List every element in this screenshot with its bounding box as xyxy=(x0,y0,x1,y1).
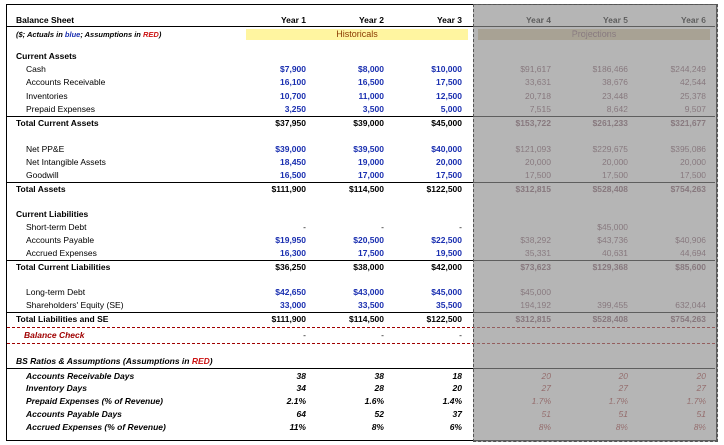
section-label: Current Liabilities xyxy=(16,209,89,219)
cell-year3[interactable]: $45,000 xyxy=(431,118,462,128)
section-label: BS Ratios & Assumptions (Assumptions in RED) xyxy=(16,356,213,366)
cell-year2[interactable]: 28 xyxy=(374,383,384,393)
cell-year1[interactable]: $111,900 xyxy=(271,314,306,324)
year-3-header[interactable]: Year 3 xyxy=(436,15,462,25)
cell-year1[interactable]: $111,900 xyxy=(271,184,306,194)
cell-year2[interactable]: 17,500 xyxy=(358,248,384,258)
cell-year2[interactable]: 3,500 xyxy=(362,104,384,114)
cell-year3[interactable]: 17,500 xyxy=(436,77,462,87)
section-label: Current Assets xyxy=(16,51,77,61)
cell-year3[interactable]: 12,500 xyxy=(436,91,462,101)
cell-year3[interactable]: $22,500 xyxy=(431,235,462,245)
cell-year3[interactable]: 18 xyxy=(452,371,462,381)
cell-year1[interactable]: 2.1% xyxy=(286,396,306,406)
cell-year2[interactable]: 19,000 xyxy=(358,157,384,167)
row-label: Short-term Debt xyxy=(26,222,87,232)
cell-year2[interactable]: $39,500 xyxy=(353,144,384,154)
cell-year3[interactable]: - xyxy=(459,222,462,232)
cell-year2[interactable]: 1.6% xyxy=(364,396,384,406)
row-label: Net PP&E xyxy=(26,144,65,154)
row-label: Net Intangible Assets xyxy=(26,157,106,167)
cell-year3[interactable]: 19,500 xyxy=(436,248,462,258)
cell-year1[interactable]: - xyxy=(303,222,306,232)
cell-year2[interactable]: 16,500 xyxy=(358,77,384,87)
cell-year3[interactable]: 20 xyxy=(452,383,462,393)
cell-year2[interactable]: $39,000 xyxy=(353,118,384,128)
cell-year2[interactable]: 17,000 xyxy=(358,170,384,180)
cell-year3[interactable]: $40,000 xyxy=(431,144,462,154)
cell-year3[interactable]: 1.4% xyxy=(442,396,462,406)
cell-year2[interactable]: - xyxy=(381,222,384,232)
cell-year1[interactable]: 10,700 xyxy=(280,91,306,101)
year-1-header[interactable]: Year 1 xyxy=(280,15,306,25)
cell-year1[interactable]: 16,300 xyxy=(280,248,306,258)
row-label: Inventories xyxy=(26,91,68,101)
cell-year3[interactable]: 35,500 xyxy=(436,300,462,310)
cell-year2[interactable]: $38,000 xyxy=(353,262,384,272)
cell-year2[interactable]: 33,500 xyxy=(358,300,384,310)
historicals-banner: Historicals xyxy=(246,29,468,40)
row-label: Total Current Liabilities xyxy=(16,262,111,272)
cell-year1[interactable]: 18,450 xyxy=(280,157,306,167)
cell-year3[interactable]: 6% xyxy=(449,422,462,432)
row-label: Prepaid Expenses (% of Revenue) xyxy=(26,396,163,406)
cell-year3[interactable]: $45,000 xyxy=(431,287,462,297)
row-label: Accounts Payable xyxy=(26,235,95,245)
row-label: Total Liabilities and SE xyxy=(16,314,109,324)
cell-year3[interactable]: - xyxy=(459,330,462,340)
cell-year2[interactable]: $8,000 xyxy=(358,64,384,74)
cell-year3[interactable]: $10,000 xyxy=(431,64,462,74)
cell-year1[interactable]: 3,250 xyxy=(284,104,306,114)
row-label: Goodwill xyxy=(26,170,59,180)
sheet-title: Balance Sheet xyxy=(16,15,75,25)
row-label: Prepaid Expenses xyxy=(26,104,95,114)
cell-year1[interactable]: $37,950 xyxy=(275,118,306,128)
row-label: Cash xyxy=(26,64,46,74)
row-label: Shareholders' Equity (SE) xyxy=(26,300,124,310)
cell-year1[interactable]: 38 xyxy=(296,371,306,381)
cell-year2[interactable]: 8% xyxy=(371,422,384,432)
cell-year1[interactable]: $42,650 xyxy=(275,287,306,297)
row-label: Balance Check xyxy=(24,330,85,340)
cell-year1[interactable]: $36,250 xyxy=(275,262,306,272)
cell-year1[interactable]: 34 xyxy=(296,383,306,393)
cell-year1[interactable]: 11% xyxy=(289,422,306,432)
cell-year3[interactable]: $122,500 xyxy=(426,184,462,194)
row-label: Total Assets xyxy=(16,184,66,194)
row-label: Accounts Payable Days xyxy=(26,409,122,419)
cell-year1[interactable]: - xyxy=(303,330,306,340)
row-label: Long-term Debt xyxy=(26,287,86,297)
balance-sheet-spreadsheet xyxy=(6,4,718,442)
cell-year2[interactable]: 11,000 xyxy=(358,91,384,101)
cell-year1[interactable]: 16,100 xyxy=(280,77,306,87)
row-label: Inventory Days xyxy=(26,383,87,393)
row-label: Accrued Expenses xyxy=(26,248,97,258)
cell-year1[interactable]: 16,500 xyxy=(280,170,306,180)
cell-year1[interactable]: $7,900 xyxy=(280,64,306,74)
cell-year1[interactable]: $19,950 xyxy=(275,235,306,245)
row-label: Accounts Receivable xyxy=(26,77,106,87)
cell-year1[interactable]: 64 xyxy=(296,409,306,419)
row-label: Total Current Assets xyxy=(16,118,99,128)
year-2-header[interactable]: Year 2 xyxy=(358,15,384,25)
cell-year2[interactable]: 38 xyxy=(374,371,384,381)
cell-year2[interactable]: $114,500 xyxy=(349,184,384,194)
cell-year3[interactable]: $42,000 xyxy=(431,262,462,272)
cell-year3[interactable]: 20,000 xyxy=(436,157,462,167)
cell-year3[interactable]: 5,000 xyxy=(440,104,462,114)
cell-year2[interactable]: $43,000 xyxy=(353,287,384,297)
row-label: Accrued Expenses (% of Revenue) xyxy=(26,422,166,432)
units-note: ($; Actuals in blue; Assumptions in RED) xyxy=(16,30,162,39)
cell-year2[interactable]: 52 xyxy=(374,409,384,419)
projections-hatched-overlay xyxy=(473,4,718,442)
cell-year2[interactable]: - xyxy=(381,330,384,340)
cell-year3[interactable]: $122,500 xyxy=(426,314,462,324)
cell-year2[interactable]: $20,500 xyxy=(353,235,384,245)
row-label: Accounts Receivable Days xyxy=(26,371,135,381)
cell-year1[interactable]: 33,000 xyxy=(280,300,306,310)
cell-year3[interactable]: 17,500 xyxy=(436,170,462,180)
cell-year2[interactable]: $114,500 xyxy=(349,314,384,324)
cell-year1[interactable]: $39,000 xyxy=(275,144,306,154)
cell-year3[interactable]: 37 xyxy=(452,409,462,419)
